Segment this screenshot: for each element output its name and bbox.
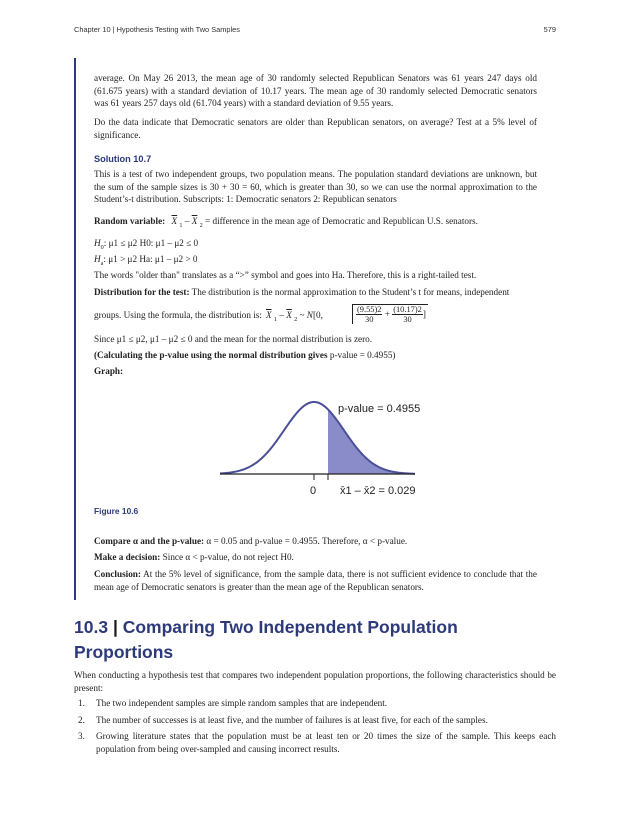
solution-body — [94, 168, 537, 206]
center-label: 0 — [310, 485, 317, 497]
section-title-line2: Proportions — [74, 642, 174, 663]
solution-paragraph: This is a test of two independent groups, two population means. The population standard deviations are unknown, but the sum of the sample sizes is 30 + 30 = 60, which is greater than 30, so we can use the normal approximation to the Student’s-t distribution. Subscripts: 1: Democratic senators 2: Republican senators — [94, 169, 537, 205]
alternative-hypothesis: $H_a$: μ1 > μ2 Ha: μ1 – μ2 > 0 — [94, 254, 198, 267]
conclusion-line — [94, 568, 537, 593]
decision-label: Make a decision: — [94, 552, 161, 562]
calc-value: p-value = 0.4955) — [329, 350, 396, 360]
decision-line — [94, 551, 537, 564]
conclusion-text: At the 5% level of significance, from the sample data, there is not sufficient evidence to conclude that the mean age of Democratic senators is greater than the mean age of the Republican senators. — [94, 569, 537, 592]
graph-label: Graph: — [94, 366, 124, 376]
list-item: 2. The number of successes is at least five, and the number of failures is at least five, for each of the samples. — [78, 714, 488, 725]
section-separator: | — [112, 617, 118, 637]
sqrt-formula: $\frac{(9.55)2}{30}$ + $\frac{(10.17)2}{30}$ ] — [352, 304, 428, 324]
chapter-title: Chapter 10 | Hypothesis Testing with Two Samples — [74, 25, 240, 34]
example-intro — [94, 72, 537, 141]
solution-title: Solution 10.7 — [94, 154, 152, 164]
distribution-line — [94, 286, 537, 299]
list-item: 1. The two independent samples are simple random samples that are independent. — [78, 698, 388, 708]
p-value-shaded-region — [328, 409, 415, 474]
compare-line — [94, 535, 537, 548]
random-variable-line: Random variable: $\overline{X}$ $_1 - \overline{X}$ $_2$ = difference in the mean age of Democratic and Republican U.S. senators. — [94, 216, 478, 229]
null-hypothesis: $H_0$: μ1 ≤ μ2 H0: μ1 – μ2 ≤ 0 — [94, 238, 199, 251]
decision-text: Since α < p-value, do not reject H0. — [162, 552, 294, 562]
random-variable-text: = difference in the mean age of Democratic and Republican U.S. senators. — [205, 216, 478, 226]
section-number: 10.3 — [74, 617, 109, 637]
formula-num2: (10.17)2 — [393, 305, 422, 314]
figure-caption: Figure 10.6 — [94, 506, 139, 516]
list-item: 3. Growing literature states that the population must be at least ten or 20 times the size of the sample. This keeps each population from being over-sampled and causing incorrect results. — [78, 731, 556, 755]
distribution-text: The distribution is the normal approximation to the Student’s t for means, independent — [191, 287, 510, 297]
section-intro: When conducting a hypothesis test that compares two independent population proportions, the following characteristics should be present: — [74, 670, 556, 693]
formula-den2: 30 — [403, 315, 412, 325]
example-side-rule — [74, 58, 76, 600]
calc-bold: (Calculating the p-value using the normal distribution gives — [94, 350, 328, 360]
page-number: 579 — [543, 25, 556, 34]
observed-value-label: x̄1 – x̄2 = 0.029 — [340, 485, 416, 497]
conclusion-label: Conclusion: — [94, 569, 141, 579]
random-variable-label: Random variable: — [94, 216, 166, 226]
distribution-label: Distribution for the test: — [94, 287, 190, 297]
characteristics-list — [74, 697, 556, 756]
h0-text: μ1 ≤ μ2 H0: μ1 – μ2 ≤ 0 — [108, 238, 199, 248]
section-title-line1: Comparing Two Independent Population — [122, 617, 458, 637]
calc-line — [94, 349, 537, 362]
groups-text: groups. Using the formula, the distribution is: — [94, 310, 262, 320]
compare-label: Compare α and the p-value: — [94, 536, 205, 546]
compare-text: α = 0.05 and p-value = 0.4955. Therefore, α < p-value. — [206, 536, 408, 546]
intro-paragraph-1: average. On May 26 2013, the mean age of 30 randomly selected Republican Senators was 61 years 247 days old (61.675 years) with a standard deviation of 10.17 years. The mean age of 30 randomly selected Democratic senators was 61 years 257 days old (61.704 years) with a standard deviation of 9.55 years. — [94, 73, 537, 109]
normal-curve-chart — [210, 390, 440, 502]
page-header — [74, 25, 556, 35]
older-than-note: The words "older than" translates as a “>” symbol and goes into Ha. Therefore, this is a right-tailed test. — [94, 270, 477, 280]
since-line: Since μ1 ≤ μ2, μ1 – μ2 ≤ 0 and the mean for the normal distribution is zero. — [94, 334, 373, 344]
section-title — [74, 615, 554, 666]
formula-den1: 30 — [365, 315, 374, 325]
distribution-formula-line: groups. Using the formula, the distribution is: $\overline{X}$ $_1 - \overline{X}$ $_2$ ~ N[0, $\frac{(9.55)2}{30}$ + $\frac{(10.17)2}{30}$ ] — [94, 305, 426, 325]
ha-text: μ1 > μ2 Ha: μ1 – μ2 > 0 — [108, 254, 198, 264]
p-value-annotation: p-value = 0.4955 — [338, 403, 421, 415]
intro-paragraph-2: Do the data indicate that Democratic senators are older than Republican senators, on average? Test at a 5% level of significance. — [94, 117, 537, 140]
formula-num1: (9.55)2 — [357, 305, 382, 314]
